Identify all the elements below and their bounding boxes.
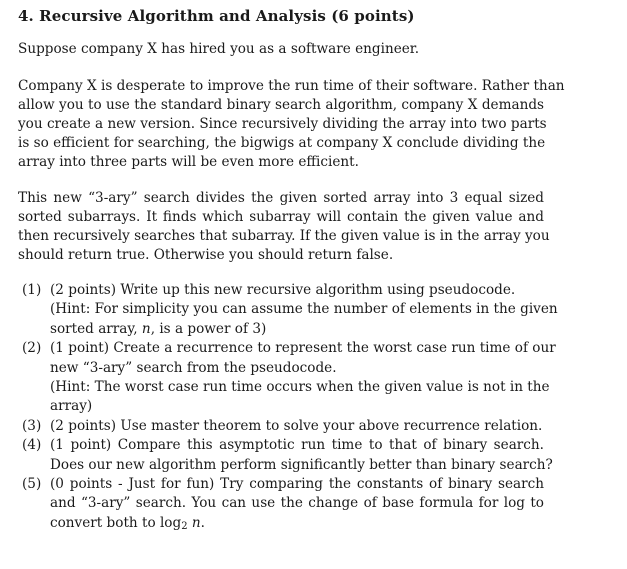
question-item-1 — [18, 281, 558, 339]
paragraph-line: is so efficient for searching, the bigwigs at company X conclude dividing the — [18, 135, 546, 151]
question-number: (1) — [22, 282, 42, 298]
question-line: (2 points) Use master theorem to solve your above recurrence relation. — [50, 417, 543, 434]
paragraph-line: Company X is desperate to improve the run time of their software. Rather than — [18, 78, 565, 94]
question-item-4 — [18, 436, 553, 475]
math-variable-n: n — [141, 320, 151, 337]
question-line — [50, 320, 544, 339]
question-line: (2 points) Write up this new recursive algorithm using pseudocode. — [50, 282, 516, 298]
paragraph-line: allow you to use the standard binary search algorithm, company X demands — [18, 97, 544, 113]
question-line: (Hint: The worst case run time occurs when the given value is not in the — [50, 379, 550, 396]
question-item-2 — [18, 339, 556, 417]
paragraph-line: should return true. Otherwise you should return false. — [18, 247, 394, 263]
question-line: (1 point) Compare this asymptotic run time to that of binary search. — [50, 437, 544, 454]
question-line — [50, 514, 544, 536]
math-variable-n: n — [187, 514, 201, 531]
question-number: (4) — [22, 437, 42, 454]
problem-title: 4. Recursive Algorithm and Analysis (6 points) — [18, 7, 415, 25]
paragraph-line: you create a new version. Since recursively dividing the array into two parts — [18, 116, 547, 132]
question-line: Does our new algorithm perform significantly better than binary search? — [50, 456, 553, 473]
question-line: (1 point) Create a recurrence to represent the worst case run time of our — [50, 340, 556, 357]
question-line: and “3-ary” search. You can use the change of base formula for log to — [50, 495, 544, 512]
question-number: (2) — [22, 340, 42, 357]
question-line: (0 points - Just for fun) Try comparing the constants of binary search — [50, 476, 544, 493]
question-number: (3) — [22, 417, 42, 434]
question-text: sorted array, — [50, 320, 142, 337]
paragraph-line: array into three parts will be even more efficient. — [18, 154, 359, 170]
question-number: (5) — [22, 476, 42, 493]
question-item-3 — [18, 417, 544, 436]
question-list — [18, 281, 558, 536]
company-paragraph — [18, 77, 565, 172]
paragraph-line: then recursively searches that subarray. If the given value is in the array you — [18, 228, 550, 244]
question-line: array) — [50, 398, 93, 415]
question-line: (Hint: For simplicity you can assume the number of elements in the given — [50, 301, 558, 318]
question-text: , is a power of 3) — [150, 320, 267, 337]
question-text: convert both to log — [50, 514, 182, 531]
search-description-paragraph — [18, 189, 550, 265]
question-line: new “3-ary” search from the pseudocode. — [50, 359, 337, 376]
paragraph-line: sorted subarrays. It finds which subarray will contain the given value and — [18, 209, 544, 225]
log-base-subscript: 2 — [181, 520, 188, 532]
intro-line: Suppose company X has hired you as a software engineer. — [18, 41, 420, 57]
intro-paragraph — [18, 40, 544, 59]
question-text: . — [200, 514, 205, 531]
paragraph-line: This new “3-ary” search divides the given sorted array into 3 equal sized — [18, 190, 544, 206]
question-item-5 — [18, 475, 544, 536]
